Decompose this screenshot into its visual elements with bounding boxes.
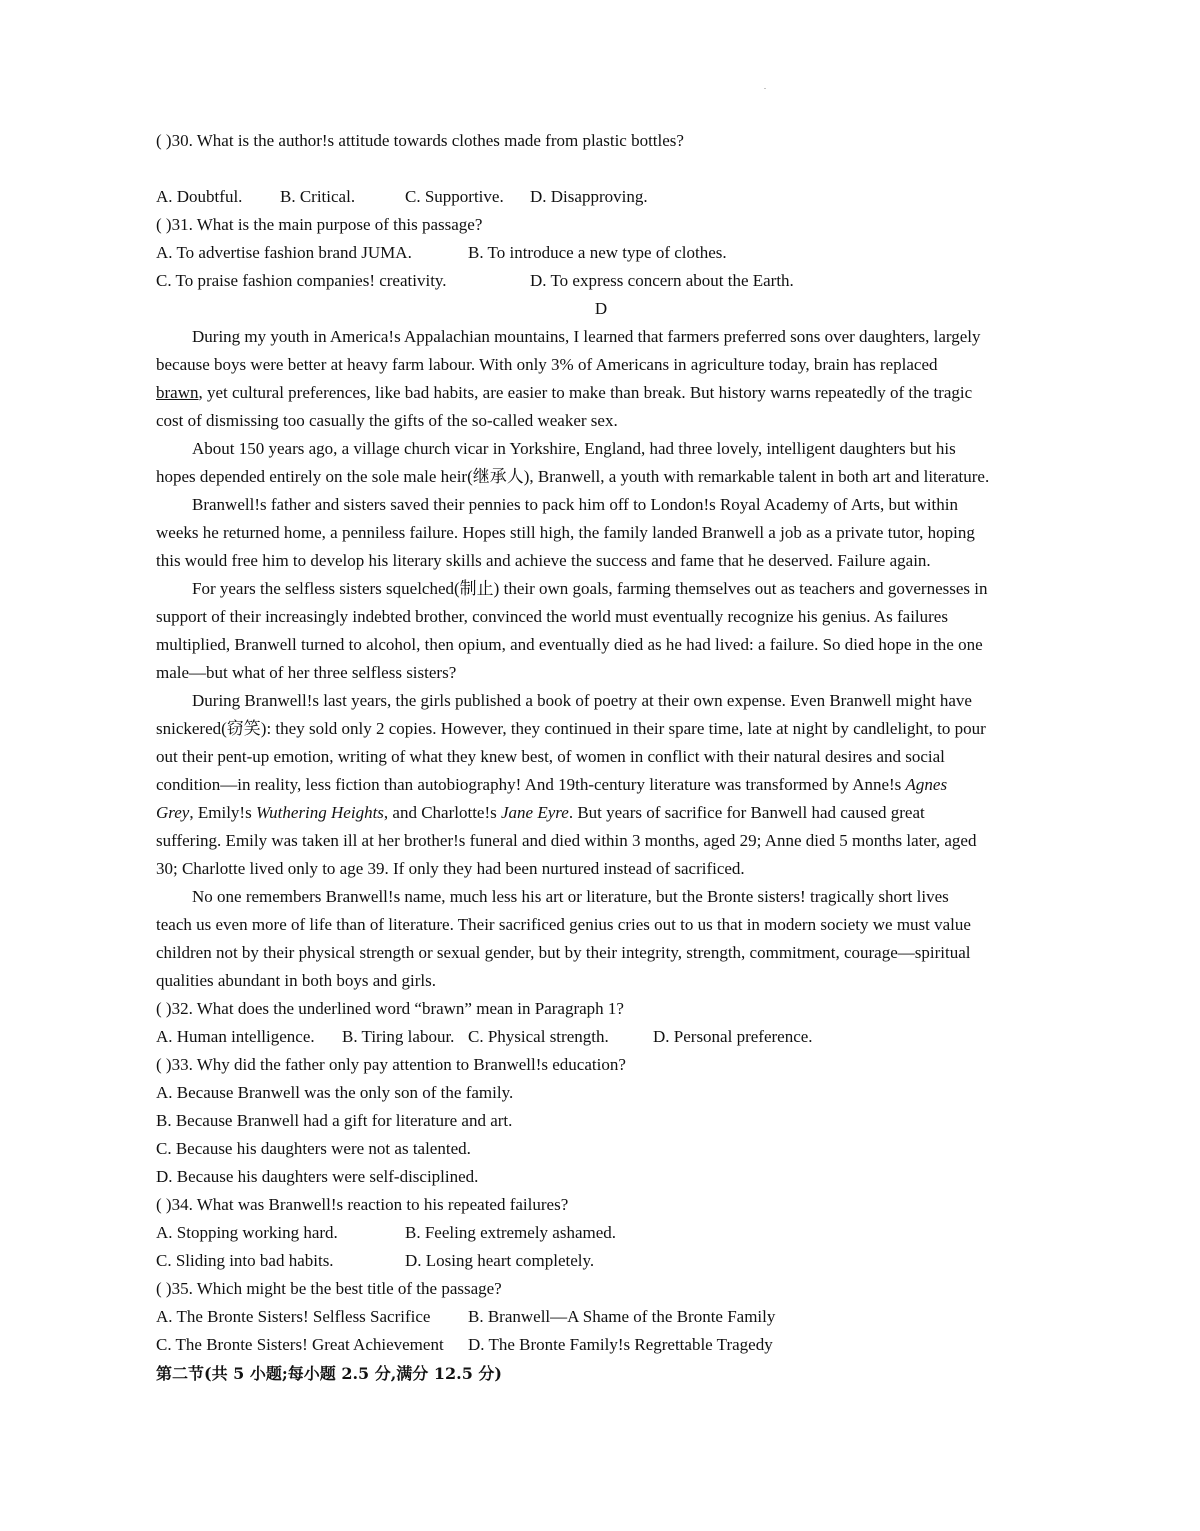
option-d[interactable]: D. The Bronte Family!s Regrettable Tragedy: [468, 1335, 773, 1354]
paragraph-3-line: this would free him to develop his literary skills and achieve the success and fame that he deserved. Failure again.: [156, 551, 931, 570]
option-c[interactable]: C. Sliding into bad habits.: [156, 1251, 334, 1270]
option-b[interactable]: B. Tiring labour.: [342, 1027, 455, 1046]
page-mark: .: [764, 82, 766, 91]
text-span: . But years of sacrifice for Banwell had caused great: [568, 803, 925, 822]
paragraph-5-line: out their pent-up emotion, writing of what they knew best, of women in conflict with their natural desires and social: [156, 747, 945, 766]
paragraph-4-line: male—but what of her three selfless sisters?: [156, 663, 457, 682]
book-title: Grey: [156, 803, 190, 822]
option-b[interactable]: B. Feeling extremely ashamed.: [405, 1223, 617, 1242]
question-35-stem: ( )35. Which might be the best title of the passage?: [156, 1279, 502, 1298]
paragraph-2-line: About 150 years ago, a village church vicar in Yorkshire, England, had three lovely, intelligent daughters but his: [192, 439, 956, 458]
option-a[interactable]: A. The Bronte Sisters! Selfless Sacrifice: [156, 1307, 431, 1326]
option-b[interactable]: B. Branwell—A Shame of the Bronte Family: [468, 1307, 776, 1326]
paragraph-1-line: cost of dismissing too casually the gifts of the so-called weaker sex.: [156, 411, 618, 430]
question-32-stem: ( )32. What does the underlined word “brawn” mean in Paragraph 1?: [156, 999, 624, 1018]
question-33-stem: ( )33. Why did the father only pay attention to Branwell!s education?: [156, 1055, 626, 1074]
paragraph-5-line: suffering. Emily was taken ill at her brother!s funeral and died within 3 months, aged 29; Anne died 5 months later, aged: [156, 831, 977, 850]
paragraph-5-line: snickered(窃笑): they sold only 2 copies. However, they continued in their spare time, late at night by candlelight, to pour: [156, 719, 986, 738]
text-span: , yet cultural preferences, like bad habits, are easier to make than break. But history warns repeatedly of the tragic: [198, 383, 973, 402]
paragraph-6-line: children not by their physical strength or sexual gender, but by their integrity, strength, commitment, courage—spiritual: [156, 943, 971, 962]
option-d[interactable]: D. To express concern about the Earth.: [530, 271, 794, 290]
text-span: , and Charlotte!s: [383, 803, 502, 822]
text-span: , Emily!s: [189, 803, 256, 822]
underlined-word: brawn: [156, 383, 199, 402]
option-a[interactable]: A. Human intelligence.: [156, 1027, 315, 1046]
book-title: Agnes: [905, 775, 948, 794]
option-b[interactable]: B. To introduce a new type of clothes.: [468, 243, 727, 262]
paragraph-5-line: [156, 799, 925, 827]
option-a[interactable]: A. Stopping working hard.: [156, 1223, 338, 1242]
paragraph-4-line: For years the selfless sisters squelched(制止) their own goals, farming themselves out as teachers and governesses in: [192, 579, 988, 598]
question-31-options-row2: [156, 267, 794, 295]
option-a[interactable]: A. Because Branwell was the only son of the family.: [156, 1083, 514, 1102]
option-c[interactable]: C. Physical strength.: [468, 1027, 609, 1046]
option-c[interactable]: C. To praise fashion companies! creativity.: [156, 271, 447, 290]
option-b[interactable]: B. Critical.: [280, 187, 356, 206]
text-span: condition—in reality, less fiction than autobiography! And 19th-century literature was transformed by Anne!s: [156, 775, 906, 794]
paragraph-4-line: multiplied, Branwell turned to alcohol, then opium, and eventually died as he had lived: a failure. So died hope in the one: [156, 635, 983, 654]
section-heading: 第二节(共 5 小题;每小题 2.5 分,满分 12.5 分): [156, 1364, 502, 1383]
paragraph-6-line: teach us even more of life than of literature. Their sacrificed genius cries out to us that in modern society we must value: [156, 915, 971, 934]
option-d[interactable]: D. Because his daughters were self-disciplined.: [156, 1167, 479, 1186]
option-d[interactable]: D. Disapproving.: [530, 187, 648, 206]
question-30-options: [156, 183, 648, 211]
option-d[interactable]: D. Personal preference.: [653, 1027, 813, 1046]
option-b[interactable]: B. Because Branwell had a gift for literature and art.: [156, 1111, 513, 1130]
option-d[interactable]: D. Losing heart completely.: [405, 1251, 595, 1270]
paragraph-5-line: 30; Charlotte lived only to age 39. If only they had been nurtured instead of sacrificed.: [156, 859, 745, 878]
book-title: Wuthering Heights: [255, 803, 384, 822]
paragraph-3-line: Branwell!s father and sisters saved their pennies to pack him off to London!s Royal Academy of Arts, but within: [192, 495, 958, 514]
question-32-options: [156, 1023, 813, 1051]
option-c[interactable]: C. Supportive.: [405, 187, 504, 206]
paragraph-1-line: because boys were better at heavy farm labour. With only 3% of Americans in agriculture today, brain has replaced: [156, 355, 938, 374]
question-31-options-row1: [156, 239, 727, 267]
paragraph-6-line: qualities abundant in both boys and girls.: [156, 971, 436, 990]
question-34-stem: ( )34. What was Branwell!s reaction to his repeated failures?: [156, 1195, 569, 1214]
question-31-stem: ( )31. What is the main purpose of this passage?: [156, 215, 483, 234]
paragraph-3-line: weeks he returned home, a penniless failure. Hopes still high, the family landed Branwell a job as a private tutor, hoping: [156, 523, 975, 542]
option-c[interactable]: C. Because his daughters were not as talented.: [156, 1139, 471, 1158]
paragraph-1-line: [156, 379, 972, 407]
paragraph-4-line: support of their increasingly indebted brother, convinced the world must eventually recognize his genius. As failures: [156, 607, 948, 626]
paragraph-5-line: During Branwell!s last years, the girls published a book of poetry at their own expense. Even Branwell might have: [192, 691, 972, 710]
question-35-options-row2: [156, 1331, 773, 1359]
book-title: Jane Eyre: [501, 803, 569, 822]
option-c[interactable]: C. The Bronte Sisters! Great Achievement: [156, 1335, 444, 1354]
paragraph-1-line: During my youth in America!s Appalachian mountains, I learned that farmers preferred sons over daughters, largely: [192, 327, 981, 346]
question-30-stem: ( )30. What is the author!s attitude towards clothes made from plastic bottles?: [156, 131, 684, 150]
option-a[interactable]: A. Doubtful.: [156, 187, 243, 206]
option-a[interactable]: A. To advertise fashion brand JUMA.: [156, 243, 412, 262]
paragraph-6-line: No one remembers Branwell!s name, much less his art or literature, but the Bronte sisters! tragically short lives: [192, 887, 949, 906]
paragraph-2-line: hopes depended entirely on the sole male heir(继承人), Branwell, a youth with remarkable talent in both art and literature.: [156, 467, 990, 486]
question-35-options-row1: [156, 1303, 775, 1331]
passage-label: D: [594, 299, 608, 318]
question-34-options-row2: [156, 1247, 594, 1275]
question-34-options-row1: [156, 1219, 616, 1247]
paragraph-5-line: [156, 771, 947, 799]
